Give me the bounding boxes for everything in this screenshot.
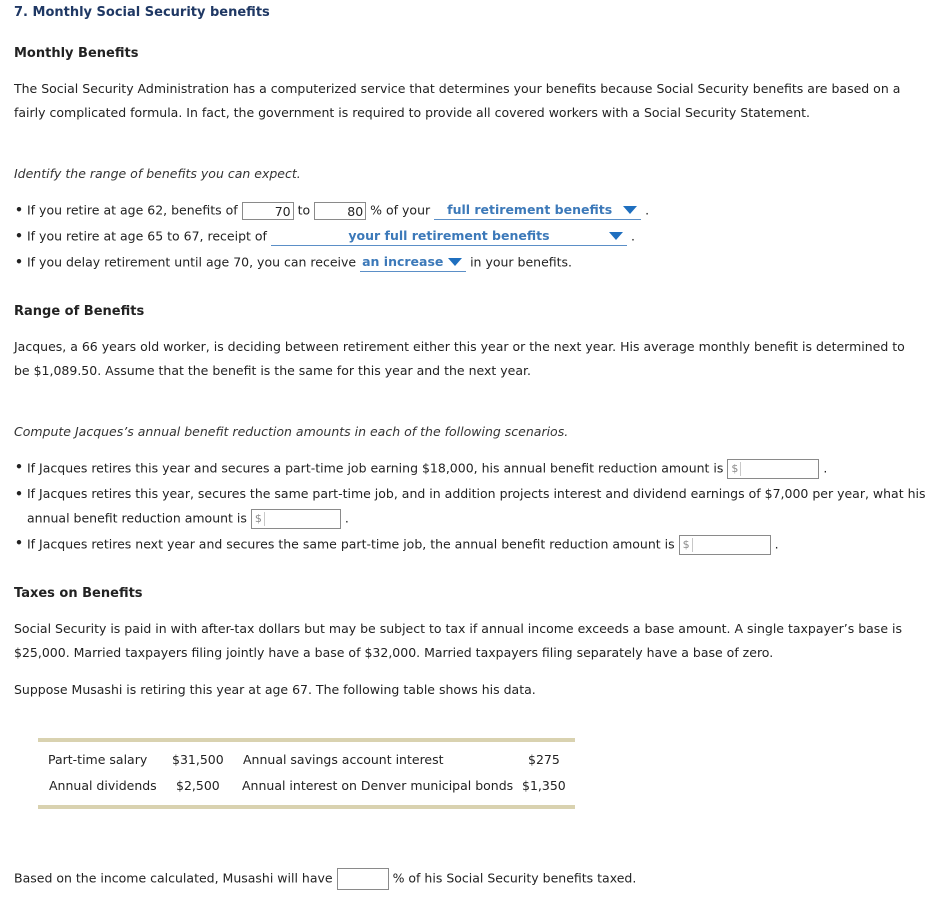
table-top-rule bbox=[38, 738, 575, 742]
receipt-dropdown-value: your full retirement benefits bbox=[348, 228, 550, 243]
dropdown-arrow-icon bbox=[623, 206, 637, 214]
delay-dropdown-value: an increase bbox=[362, 254, 444, 269]
monthly-benefits-heading: Monthly Benefits bbox=[14, 46, 139, 61]
table-bottom-rule bbox=[38, 805, 575, 809]
benefit-type-dropdown-value: full retirement benefits bbox=[447, 202, 613, 217]
percent-of-label: % of your bbox=[370, 202, 431, 218]
scenario-3-text: If Jacques retires next year and secures the same part-time job, the annual benefit reduction amount is bbox=[27, 536, 675, 552]
bullet-age-70 bbox=[27, 254, 572, 272]
table-cell: Annual interest on Denver municipal bonds bbox=[242, 778, 514, 793]
compute-instruction: Compute Jacques’s annual benefit reduction amounts in each of the following scenarios. bbox=[14, 424, 569, 439]
receipt-dropdown[interactable] bbox=[271, 228, 627, 246]
scenario-1-amount-input[interactable] bbox=[727, 459, 819, 479]
scenario-1-text: If Jacques retires this year and secures a part-time job earning $18,000, his annual benefit reduction amount is bbox=[27, 460, 724, 476]
range-instruction: Identify the range of benefits you can expect. bbox=[14, 166, 301, 181]
low-percent-input[interactable]: 70 bbox=[242, 202, 294, 220]
question-title: 7. Monthly Social Security benefits bbox=[14, 5, 270, 20]
range-of-benefits-heading: Range of Benefits bbox=[14, 304, 145, 319]
scenario-2-text-line2: annual benefit reduction amount is bbox=[27, 510, 247, 526]
table-cell: Annual dividends bbox=[49, 778, 157, 793]
table-cell: $1,350 bbox=[522, 778, 566, 793]
sentence-period: . bbox=[823, 460, 828, 476]
table-cell: Annual savings account interest bbox=[243, 752, 444, 767]
range-of-benefits-paragraph: Jacques, a 66 years old worker, is deciding between retirement either this year or the next year. His average monthly benefit is determined to be $1,089.50. Assume that the benefit is the same for this year and the next year. bbox=[14, 339, 905, 378]
to-label: to bbox=[297, 202, 311, 218]
dollar-sign: $ bbox=[683, 538, 693, 552]
musashi-intro: Suppose Musashi is retiring this year at age 67. The following table shows his data. bbox=[14, 682, 536, 697]
bullet-scenario-2 bbox=[27, 486, 926, 501]
final-question bbox=[14, 868, 636, 890]
bullet-scenario-1 bbox=[27, 459, 827, 479]
final-prefix: Based on the income calculated, Musashi will have bbox=[14, 870, 333, 886]
dollar-sign: $ bbox=[255, 512, 265, 526]
table-cell: $31,500 bbox=[172, 752, 224, 767]
dropdown-arrow-icon bbox=[448, 258, 462, 266]
scenario-2-amount-input[interactable] bbox=[251, 509, 341, 529]
taxes-heading: Taxes on Benefits bbox=[14, 586, 143, 601]
bullet-age-62 bbox=[27, 202, 649, 220]
dropdown-arrow-icon bbox=[609, 232, 623, 240]
scenario-2-text-line1: If Jacques retires this year, secures the same part-time job, and in addition projects interest and dividend earnings of $7,000 per year, what his bbox=[27, 486, 926, 501]
bullet-age-65-67-text: If you retire at age 65 to 67, receipt of bbox=[27, 228, 267, 244]
sentence-period: . bbox=[774, 536, 779, 552]
bullet-scenario-3 bbox=[27, 535, 779, 555]
sentence-period: . bbox=[645, 202, 650, 218]
dollar-sign: $ bbox=[731, 462, 741, 476]
table-cell: Part-time salary bbox=[48, 752, 148, 767]
delay-dropdown[interactable] bbox=[360, 254, 466, 272]
scenario-2-line2 bbox=[27, 509, 349, 529]
monthly-benefits-paragraph: The Social Security Administration has a computerized service that determines your benefits because Social Security benefits are based on a fairly complicated formula. In fact, the government is required to provide all covered workers with a Social Security Statement. bbox=[14, 81, 901, 120]
bullet-age-70-suffix: in your benefits. bbox=[470, 254, 573, 270]
taxes-paragraph: Social Security is paid in with after-tax dollars but may be subject to tax if annual income exceeds a base amount. A single taxpayer’s base is $25,000. Married taxpayers filing jointly have a base of $32,000. Married taxpayers filing separately have a base of zero. bbox=[14, 621, 902, 660]
table-cell: $2,500 bbox=[176, 778, 220, 793]
sentence-period: . bbox=[630, 228, 635, 244]
benefit-type-dropdown[interactable] bbox=[434, 202, 641, 220]
table-cell: $275 bbox=[528, 752, 560, 767]
final-suffix: % of his Social Security benefits taxed. bbox=[392, 870, 637, 886]
taxed-percent-input[interactable] bbox=[337, 868, 389, 890]
scenario-3-amount-input[interactable] bbox=[679, 535, 771, 555]
bullet-age-70-text: If you delay retirement until age 70, you can receive bbox=[27, 254, 357, 270]
sentence-period: . bbox=[344, 510, 349, 526]
high-percent-input[interactable]: 80 bbox=[314, 202, 366, 220]
bullet-age-62-text: If you retire at age 62, benefits of bbox=[27, 202, 238, 218]
bullet-age-65-67 bbox=[27, 228, 635, 246]
